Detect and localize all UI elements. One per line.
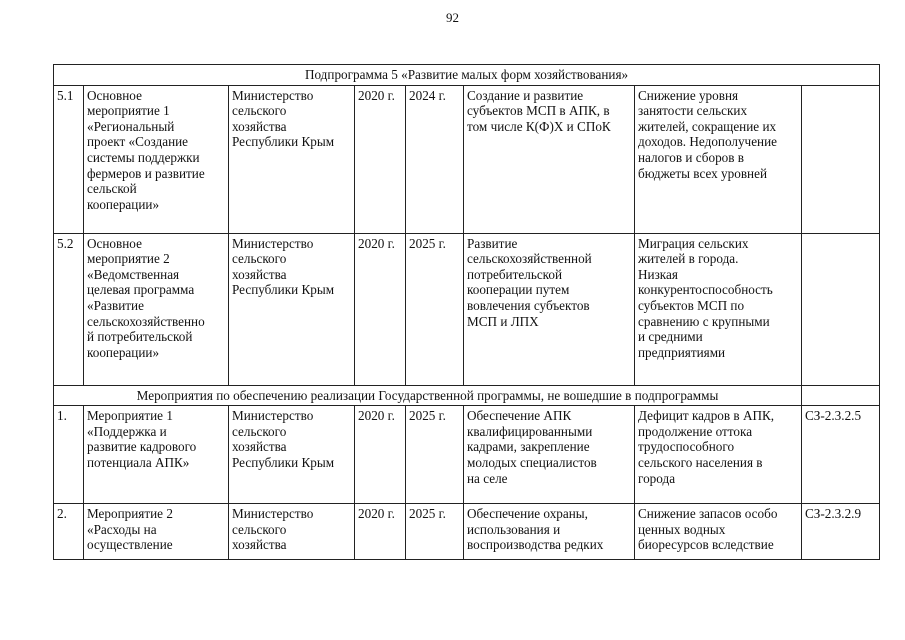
executor: Министерство сельского хозяйства Республики Крым: [229, 406, 355, 504]
section-row: [54, 385, 880, 406]
row-number: 1.: [54, 406, 84, 504]
indicator-link: СЗ-2.3.2.5: [802, 406, 880, 504]
start-year: 2020 г.: [355, 406, 406, 504]
consequence: Снижение запасов особо ценных водных биоресурсов вследствие: [635, 504, 802, 560]
table-row: [54, 233, 880, 385]
end-year: 2025 г.: [406, 504, 464, 560]
end-year: 2025 г.: [406, 233, 464, 385]
indicator-link: [802, 233, 880, 385]
page-number: 92: [446, 10, 459, 25]
expected-result: Обеспечение АПК квалифицированными кадрами, закрепление молодых специалистов на селе: [464, 406, 635, 504]
row-number: 5.2: [54, 233, 84, 385]
end-year: 2024 г.: [406, 85, 464, 233]
section-title: Мероприятия по обеспечению реализации Государственной программы, не вошедшие в подпрограммы: [54, 385, 802, 406]
start-year: 2020 г.: [355, 85, 406, 233]
indicator-link: СЗ-2.3.2.9: [802, 504, 880, 560]
measure-name: Мероприятие 1 «Поддержка и развитие кадрового потенциала АПК»: [84, 406, 229, 504]
table-row: [54, 406, 880, 504]
expected-result: Создание и развитие субъектов МСП в АПК, в том числе К(Ф)Х и СПоК: [464, 85, 635, 233]
executor: Министерство сельского хозяйства: [229, 504, 355, 560]
section-row: [54, 65, 880, 86]
table-row: [54, 504, 880, 560]
empty-cell: [802, 385, 880, 406]
start-year: 2020 г.: [355, 233, 406, 385]
consequence: Дефицит кадров в АПК, продолжение оттока трудоспособного сельского населения в города: [635, 406, 802, 504]
indicator-link: [802, 85, 880, 233]
expected-result: Развитие сельскохозяйственной потребительской кооперации путем вовлечения субъектов МСП и ЛПХ: [464, 233, 635, 385]
document-table: [53, 64, 880, 560]
row-number: 2.: [54, 504, 84, 560]
expected-result: Обеспечение охраны, использования и воспроизводства редких: [464, 504, 635, 560]
measure-name: Основное мероприятие 2 «Ведомственная целевая программа «Развитие сельскохозяйственно й потребительской кооперации»: [84, 233, 229, 385]
row-number: 5.1: [54, 85, 84, 233]
end-year: 2025 г.: [406, 406, 464, 504]
executor: Министерство сельского хозяйства Республики Крым: [229, 85, 355, 233]
section-title: Подпрограмма 5 «Развитие малых форм хозяйствования»: [54, 65, 880, 86]
measure-name: Мероприятие 2 «Расходы на осуществление: [84, 504, 229, 560]
executor: Министерство сельского хозяйства Республики Крым: [229, 233, 355, 385]
measure-name: Основное мероприятие 1 «Региональный проект «Создание системы поддержки фермеров и развитие сельской кооперации»: [84, 85, 229, 233]
start-year: 2020 г.: [355, 504, 406, 560]
table-row: [54, 85, 880, 233]
consequence: Миграция сельских жителей в города. Низкая конкурентоспособность субъектов МСП по сравнению с крупными и средними предприятиями: [635, 233, 802, 385]
consequence: Снижение уровня занятости сельских жителей, сокращение их доходов. Недополучение налогов и сборов в бюджеты всех уровней: [635, 85, 802, 233]
